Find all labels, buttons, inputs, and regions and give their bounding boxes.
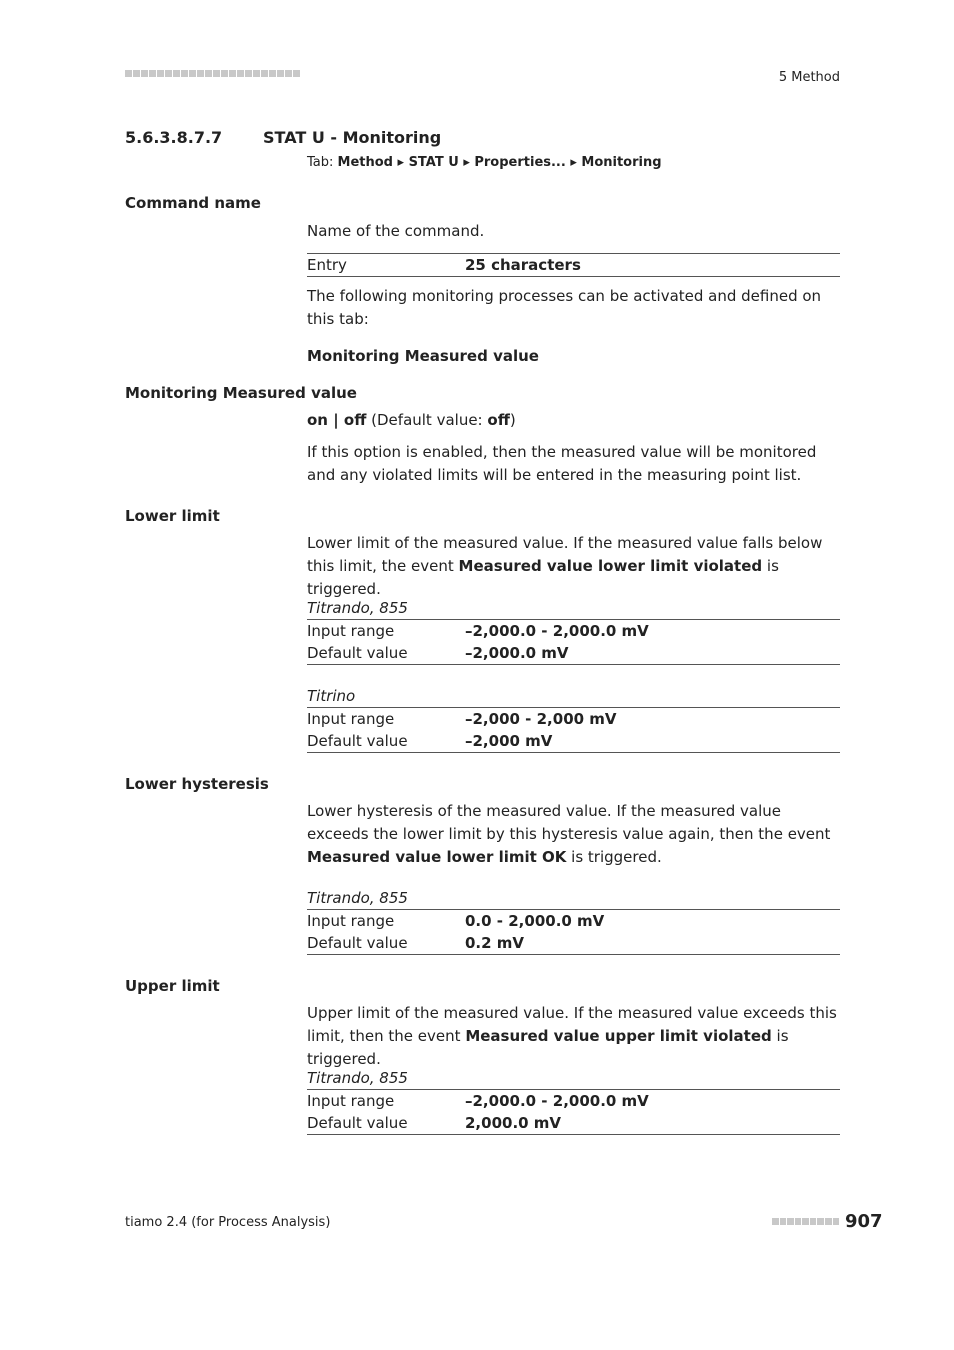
table-row — [307, 1089, 840, 1112]
command-name-desc: Name of the command. — [307, 222, 485, 240]
entry-row — [307, 253, 840, 277]
row-value: –2,000 mV — [465, 732, 553, 750]
table-caption: Titrino — [307, 687, 356, 705]
row-value: 2,000.0 mV — [465, 1114, 562, 1132]
desc-text: Upper limit of the measured value. If the measured value exceeds this limit, then the event — [307, 1004, 837, 1045]
lower-limit-table-titrando — [307, 597, 840, 665]
event-name: Measured value upper limit violated — [465, 1027, 772, 1045]
event-name: Measured value lower limit violated — [458, 557, 763, 575]
row-value: –2,000 - 2,000 mV — [465, 710, 617, 728]
entry-table — [307, 253, 840, 277]
row-key: Default value — [307, 934, 408, 952]
table-caption: Titrando, 855 — [307, 1069, 408, 1087]
footer-decoration — [772, 1218, 840, 1228]
table-row — [307, 642, 840, 665]
command-name-label: Command name — [125, 194, 261, 212]
table-row — [307, 707, 840, 730]
event-name: Measured value lower limit OK — [307, 848, 567, 866]
entry-key: Entry — [307, 256, 347, 274]
row-key: Default value — [307, 644, 408, 662]
desc-text: Lower hysteresis of the measured value. If the measured value exceeds the lower limit by this hysteresis value again, then the event — [307, 802, 831, 843]
monitoring-desc: If this option is enabled, then the measured value will be monitored and any violated limits will be entered in the measuring point list. — [307, 443, 817, 484]
footer-product: tiamo 2.4 (for Process Analysis) — [125, 1215, 331, 1230]
table-row — [307, 909, 840, 932]
row-value: 0.2 mV — [465, 934, 525, 952]
default-value: off — [487, 411, 510, 429]
options-value: on | off — [307, 411, 367, 429]
upper-limit-table — [307, 1067, 840, 1135]
lower-hysteresis-table — [307, 887, 840, 955]
row-key: Input range — [307, 710, 395, 728]
lower-hysteresis-desc — [307, 800, 840, 869]
lower-limit-label: Lower limit — [125, 507, 220, 525]
desc-text: is triggered. — [307, 1027, 789, 1068]
section-number: 5.6.3.8.7.7 — [125, 128, 223, 147]
lower-limit-desc — [307, 532, 840, 601]
lower-limit-table-titrino — [307, 685, 840, 753]
following-text: The following monitoring processes can be activated and defined on this tab: — [307, 287, 822, 328]
monitoring-subheading: Monitoring Measured value — [307, 347, 539, 365]
upper-limit-desc — [307, 1002, 840, 1071]
tab-prefix: Tab: — [307, 155, 334, 170]
entry-value: 25 characters — [465, 256, 581, 274]
row-value: –2,000.0 mV — [465, 644, 569, 662]
lower-hysteresis-label: Lower hysteresis — [125, 775, 269, 793]
page-number: 907 — [845, 1211, 883, 1232]
row-key: Default value — [307, 1114, 408, 1132]
row-key: Default value — [307, 732, 408, 750]
row-key: Input range — [307, 622, 395, 640]
row-key: Input range — [307, 1092, 395, 1110]
table-caption: Titrando, 855 — [307, 889, 408, 907]
monitoring-label: Monitoring Measured value — [125, 384, 357, 402]
table-row — [307, 619, 840, 642]
default-suffix: ) — [509, 411, 516, 429]
monitoring-options — [307, 409, 840, 432]
desc-text: is triggered. — [566, 848, 662, 866]
tab-path-value: Method ▸ STAT U ▸ Properties... ▸ Monitoring — [337, 155, 662, 170]
chapter-header: 5 Method — [778, 70, 840, 85]
table-row — [307, 730, 840, 753]
default-prefix: (Default value: — [371, 411, 483, 429]
header-decoration — [125, 70, 307, 80]
desc-text: is triggered. — [307, 557, 779, 598]
row-value: –2,000.0 - 2,000.0 mV — [465, 622, 649, 640]
table-caption: Titrando, 855 — [307, 599, 408, 617]
tab-path — [307, 155, 662, 170]
row-value: 0.0 - 2,000.0 mV — [465, 912, 605, 930]
row-value: –2,000.0 - 2,000.0 mV — [465, 1092, 649, 1110]
desc-text: Lower limit of the measured value. If the measured value falls below this limit, the event — [307, 534, 823, 575]
upper-limit-label: Upper limit — [125, 977, 220, 995]
table-row — [307, 1112, 840, 1135]
row-key: Input range — [307, 912, 395, 930]
table-row — [307, 932, 840, 955]
section-title: STAT U - Monitoring — [263, 128, 442, 147]
